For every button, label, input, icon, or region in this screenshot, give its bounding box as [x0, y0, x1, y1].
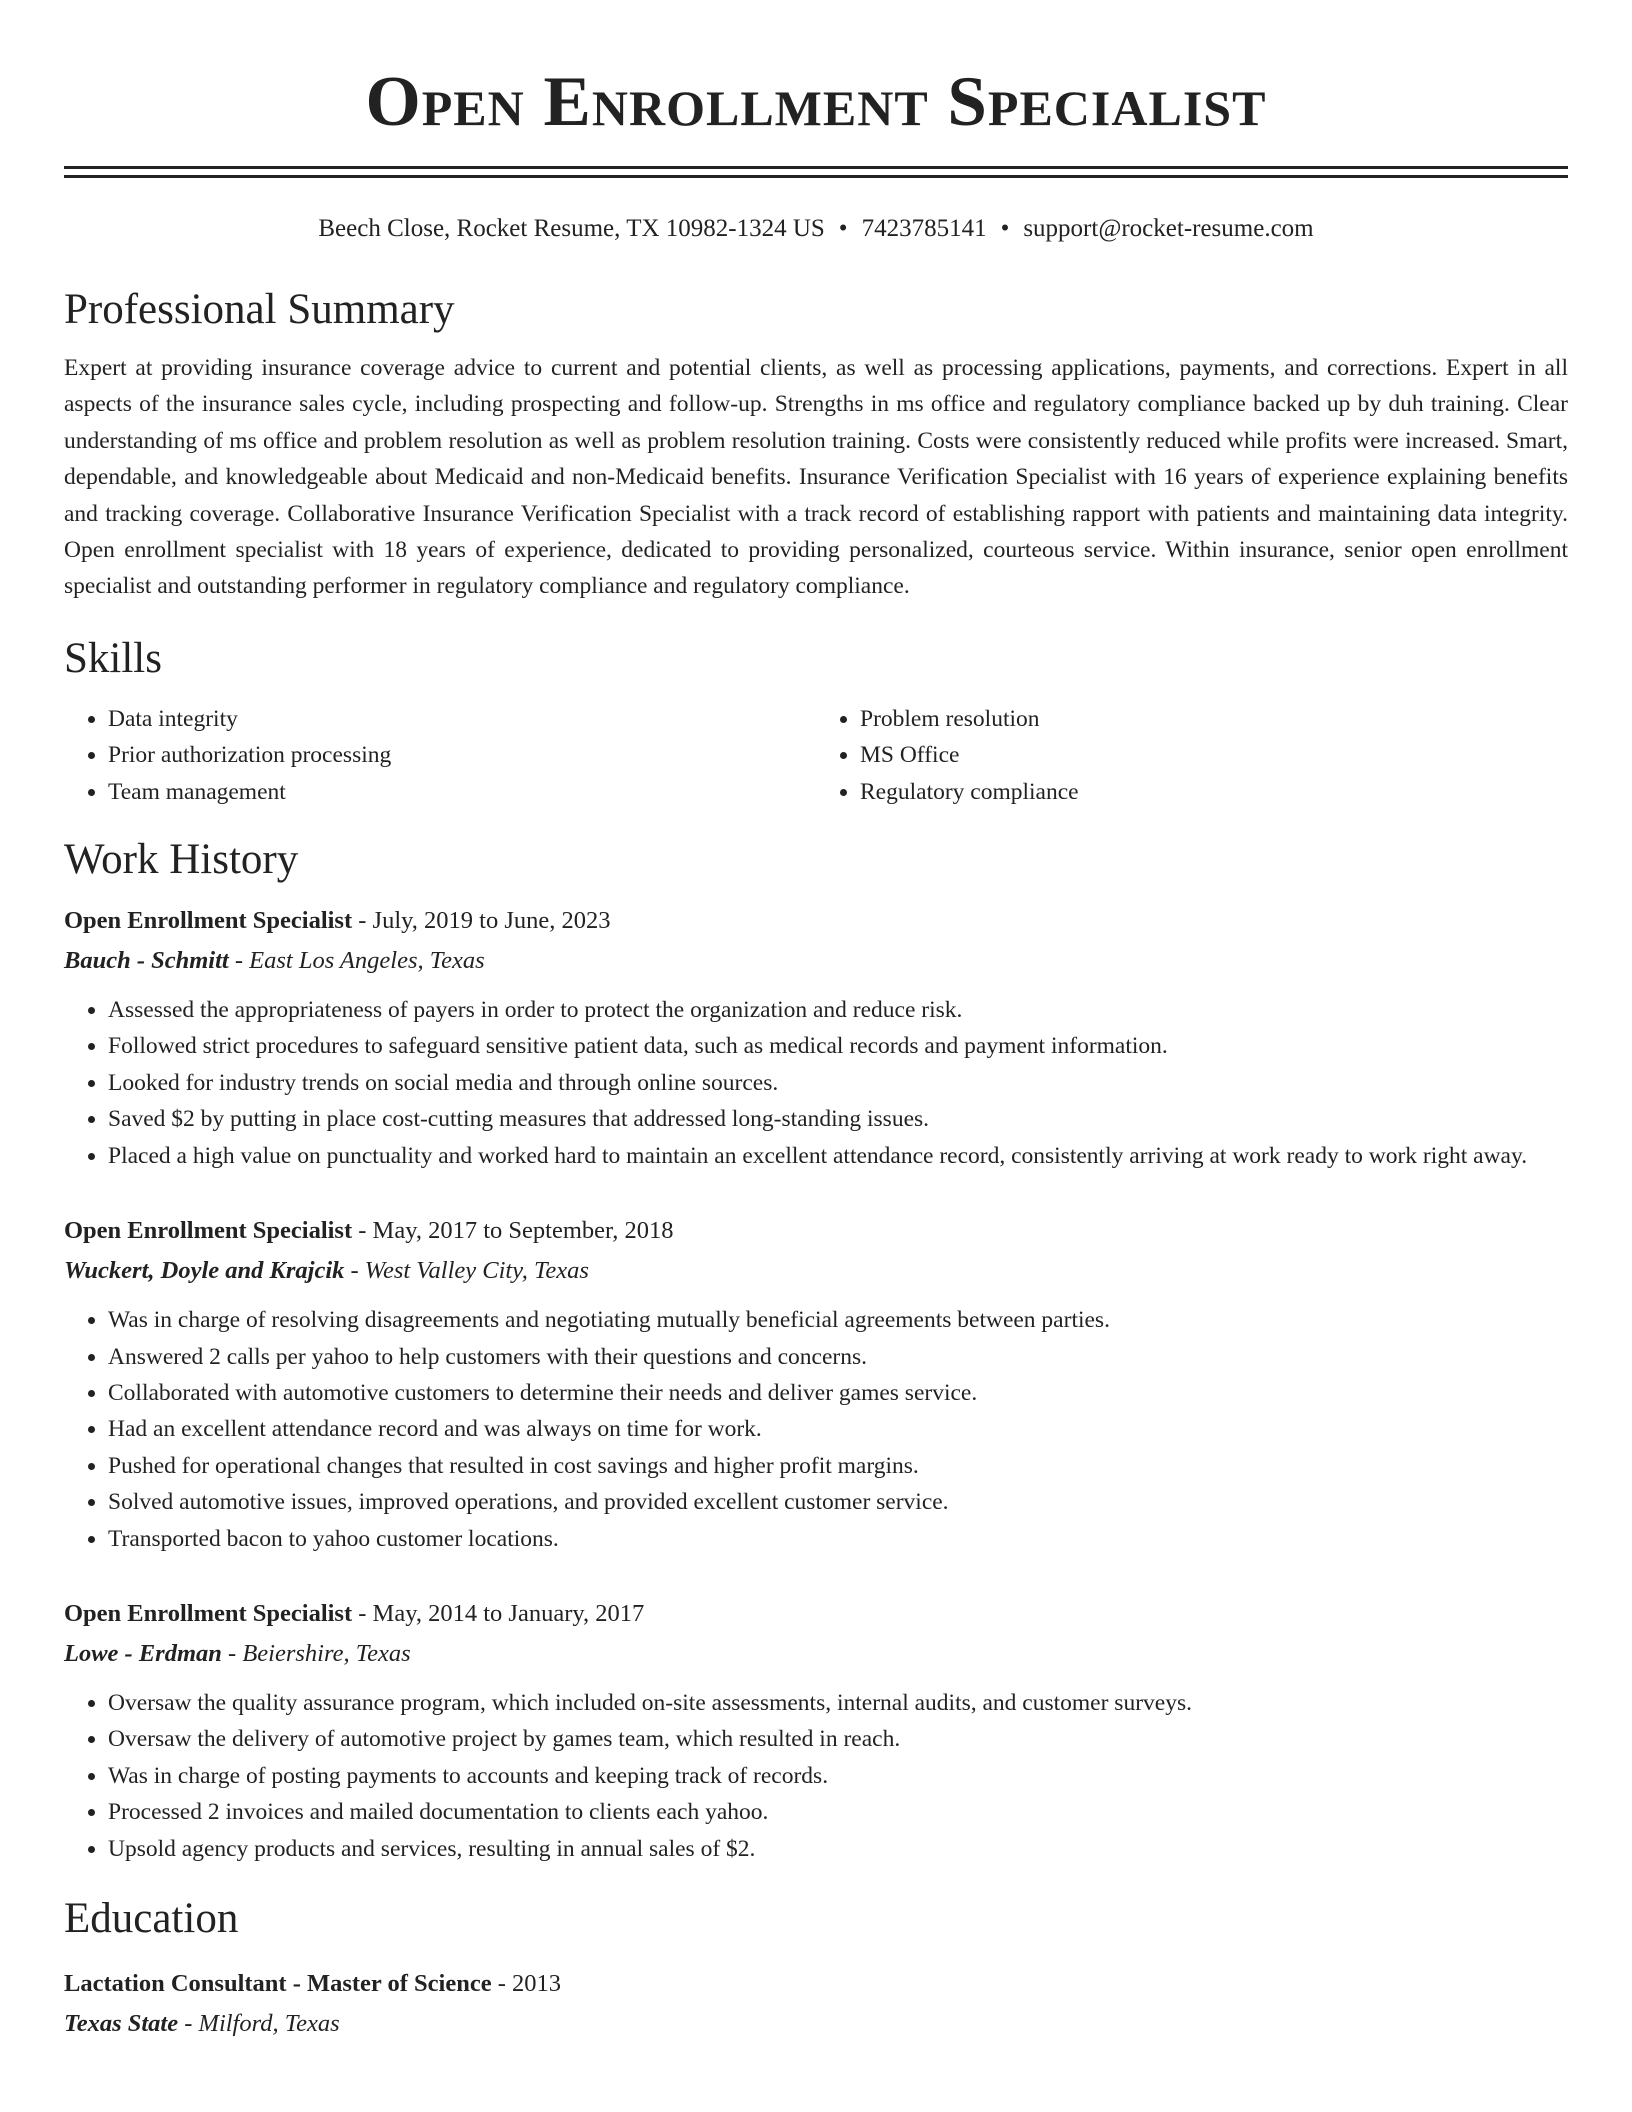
- job-entry: [64, 1597, 1568, 1867]
- education-heading: Education: [64, 1894, 239, 1942]
- job-entry: [64, 904, 1568, 1174]
- skill-item: • Team management: [108, 774, 816, 810]
- contact-separator: •: [1000, 215, 1010, 242]
- education-school: Texas State: [64, 2009, 179, 2037]
- education-school-line: [64, 2007, 1568, 2041]
- education-degree: Lactation Consultant - Master of Science: [64, 1969, 492, 1997]
- education-entry: [64, 1967, 1568, 2041]
- job-company: Lowe - Erdman: [64, 1639, 222, 1667]
- resume-name: Open Enrollment Specialist: [365, 63, 1267, 141]
- summary-heading: Professional Summary: [64, 286, 455, 333]
- job-bullet: • Oversaw the delivery of automotive project by games team, which resulted in reach.: [108, 1721, 1568, 1757]
- job-title-line: [64, 1214, 1568, 1248]
- job-bullet: • Solved automotive issues, improved operations, and provided excellent customer service.: [108, 1484, 1568, 1520]
- skill-item: • Data integrity: [108, 701, 816, 737]
- skill-item: • Problem resolution: [860, 701, 1568, 737]
- skills-column-left: [64, 701, 816, 810]
- contact-phone: 7423785141: [861, 215, 987, 242]
- skill-item: • Prior authorization processing: [108, 737, 816, 773]
- job-bullet: • Was in charge of resolving disagreements and negotiating mutually beneficial agreements between parties.: [108, 1302, 1568, 1338]
- contact-line: [64, 214, 1568, 244]
- job-title: Open Enrollment Specialist: [64, 1217, 353, 1245]
- job-company: Bauch - Schmitt: [64, 947, 229, 975]
- job-title-line: [64, 904, 1568, 938]
- job-bullet: • Pushed for operational changes that resulted in cost savings and higher profit margins.: [108, 1448, 1568, 1484]
- header-rule-bottom: [64, 175, 1568, 178]
- job-bullet: • Was in charge of posting payments to accounts and keeping track of records.: [108, 1758, 1568, 1794]
- job-bullet: • Processed 2 invoices and mailed documentation to clients each yahoo.: [108, 1794, 1568, 1830]
- job-location: - West Valley City, Texas: [344, 1257, 589, 1285]
- job-title-line: [64, 1597, 1568, 1631]
- job-bullet: • Collaborated with automotive customers to determine their needs and deliver games service.: [108, 1375, 1568, 1411]
- job-company: Wuckert, Doyle and Krajcik: [64, 1257, 345, 1285]
- job-bullets: [64, 1685, 1568, 1867]
- job-bullet: • Assessed the appropriateness of payers in order to protect the organization and reduce risk.: [108, 992, 1568, 1028]
- contact-separator: •: [838, 215, 848, 242]
- contact-email: support@rocket-resume.com: [1023, 215, 1314, 242]
- job-bullet: • Transported bacon to yahoo customer locations.: [108, 1521, 1568, 1557]
- job-bullet: • Upsold agency products and services, resulting in annual sales of $2.: [108, 1831, 1568, 1867]
- skills-column-right: [816, 701, 1568, 810]
- job-bullet: • Placed a high value on punctuality and worked hard to maintain an excellent attendance record, consistently arriving at work ready to work right away.: [108, 1138, 1568, 1174]
- education-location: - Milford, Texas: [178, 2009, 340, 2037]
- job-bullets: [64, 1302, 1568, 1557]
- job-entry: [64, 1214, 1568, 1557]
- contact-address: Beech Close, Rocket Resume, TX 10982-1324 US: [318, 215, 825, 242]
- education-year: - 2013: [491, 1969, 561, 1997]
- job-bullet: • Saved $2 by putting in place cost-cutting measures that addressed long-standing issues.: [108, 1101, 1568, 1137]
- education-degree-line: [64, 1967, 1568, 2001]
- work-history-list: [64, 904, 1568, 1867]
- job-title: Open Enrollment Specialist: [64, 1599, 353, 1627]
- summary-text: Expert at providing insurance coverage advice to current and potential clients, as well as processing applications, payments, and corrections. Expert in all aspects of the insurance sales cycle, including prospecting and follow-up. Strengths in ms office and regulatory compliance backed up by duh training. Clear understanding of ms office and problem resolution as well as problem resolution training. Costs were consistently reduced while profits were increased. Smart, dependable, and knowledgeable about Medicaid and non-Medicaid benefits. Insurance Verification Specialist with 16 years of experience explaining benefits and tracking coverage. Collaborative Insurance Verification Specialist with a track record of establishing rapport with patients and maintaining data integrity. Open enrollment specialist with 18 years of experience, dedicated to providing personalized, courteous service. Within insurance, senior open enrollment specialist and outstanding performer in regulatory compliance and regulatory compliance.: [64, 355, 1568, 600]
- job-bullet: • Looked for industry trends on social media and through online sources.: [108, 1065, 1568, 1101]
- job-location: - East Los Angeles, Texas: [228, 947, 485, 975]
- skills-heading: Skills: [64, 634, 162, 682]
- job-dates: - July, 2019 to June, 2023: [352, 907, 611, 935]
- job-bullet: • Had an excellent attendance record and was always on time for work.: [108, 1411, 1568, 1447]
- skills-list: [64, 701, 1568, 810]
- job-dates: - May, 2017 to September, 2018: [352, 1217, 674, 1245]
- job-bullet: • Followed strict procedures to safeguard sensitive patient data, such as medical records and payment information.: [108, 1028, 1568, 1064]
- skill-item: • MS Office: [860, 737, 1568, 773]
- header-rule-top: [64, 166, 1568, 169]
- job-company-line: [64, 944, 1568, 978]
- skill-item: • Regulatory compliance: [860, 774, 1568, 810]
- job-company-line: [64, 1637, 1568, 1671]
- job-company-line: [64, 1254, 1568, 1288]
- job-location: - Beiershire, Texas: [221, 1639, 411, 1667]
- job-bullets: [64, 992, 1568, 1174]
- job-dates: - May, 2014 to January, 2017: [352, 1599, 645, 1627]
- work-history-heading: Work History: [64, 836, 299, 884]
- job-title: Open Enrollment Specialist: [64, 907, 353, 935]
- job-bullet: • Answered 2 calls per yahoo to help customers with their questions and concerns.: [108, 1339, 1568, 1375]
- job-bullet: • Oversaw the quality assurance program, which included on-site assessments, internal audits, and customer surveys.: [108, 1685, 1568, 1721]
